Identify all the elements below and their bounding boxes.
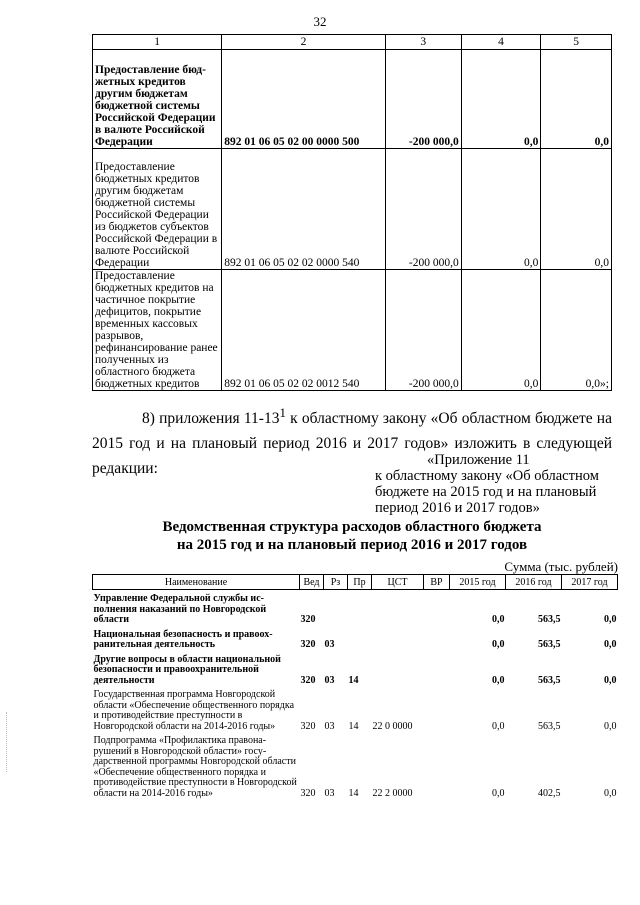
row-2015: 0,0 — [492, 787, 505, 799]
row-cst: 22 0 0000 — [372, 720, 413, 732]
row-2015: 0,0 — [492, 614, 505, 625]
row-2017: 0,0 — [604, 639, 617, 650]
page-number: 32 — [313, 14, 327, 29]
row-2017: 0,0 — [604, 787, 617, 799]
row-rz — [324, 590, 348, 626]
table-row — [93, 651, 618, 687]
row-value-4: 0,0 — [461, 50, 541, 149]
column-header-cst: ЦСТ — [372, 575, 424, 590]
row-2015: 0,0 — [492, 639, 505, 650]
credit-table — [92, 34, 612, 391]
column-header-pr: Пр — [348, 575, 372, 590]
row-rz: 03 — [324, 639, 335, 650]
column-header: 4 — [461, 35, 541, 50]
row-2016: 563,5 — [538, 639, 561, 650]
row-value-4: 0,0 — [461, 270, 541, 391]
row-code: 892 01 06 05 02 00 0000 500 — [222, 50, 386, 149]
row-value-5: 0,0»; — [541, 270, 612, 391]
column-header: 2 — [222, 35, 386, 50]
document-title-line-2: на 2015 год и на плановый период 2016 и 2017 годов — [176, 537, 528, 553]
row-name: Предоставление бюджетных кредитов другим бюджетам бюджетной системы Российской Федерации в валюте Российской Федерации — [93, 50, 222, 149]
row-rz: 03 — [324, 674, 335, 686]
column-header-rz: Рз — [324, 575, 348, 590]
row-code: 892 01 06 05 02 02 0012 540 — [222, 270, 386, 391]
row-cst — [372, 590, 424, 626]
paragraph-text: к областному закону «Об областном бюджете на 2015 год и на плановый период 2016 и 2017 годов» изложить в следующей редакции: — [92, 410, 612, 478]
row-2016: 563,5 — [538, 674, 561, 686]
table-row — [93, 50, 612, 149]
row-code: 892 01 06 05 02 02 0000 540 — [222, 149, 386, 270]
row-value-3: -200 000,0 — [385, 270, 461, 391]
row-pr: 14 — [348, 787, 359, 799]
table-row — [93, 626, 618, 651]
row-vr — [424, 626, 450, 651]
row-2016: 402,5 — [538, 787, 561, 799]
row-ved: 320 — [300, 787, 316, 799]
annex-heading — [375, 452, 625, 516]
row-ved: 320 — [300, 720, 316, 732]
row-cst — [372, 626, 424, 651]
expenditure-table — [92, 574, 618, 799]
table-row — [93, 149, 612, 270]
scan-margin-mark — [6, 712, 9, 772]
row-2016: 563,5 — [538, 614, 561, 625]
units-label: Сумма (тыс. рублей) — [504, 559, 618, 574]
row-value-5: 0,0 — [541, 50, 612, 149]
table-header-row — [93, 35, 612, 50]
row-name: Государственная программа Новгородской области «Обеспечение общественного порядка и противодействие преступности в Новгородской области на 2014-2016 годы» — [93, 689, 295, 732]
document-title-line-1: Ведомственная структура расходов областного бюджета — [162, 519, 542, 535]
row-ved: 320 — [300, 639, 316, 650]
row-vr — [424, 732, 450, 799]
annex-title: «Приложение 11 — [427, 452, 530, 468]
row-value-4: 0,0 — [461, 149, 541, 270]
column-header-2017: 2017 год — [562, 575, 618, 590]
row-name: Предоставление бюджетных кредитов на частичное покрытие дефицитов, покрытие временных кассовых разрывов, рефинансирование ранее полученных из областного бюджета бюджетных кредитов — [93, 270, 222, 391]
row-2015: 0,0 — [492, 674, 505, 686]
column-header: 1 — [93, 35, 222, 50]
row-pr — [348, 590, 372, 626]
table-row — [93, 732, 618, 799]
row-name: Предоставление бюджетных кредитов другим бюджетам бюджетной системы Российской Федерации из бюджетов субъектов Российской Федерации в валюте Российской Федерации — [93, 149, 222, 270]
annex-subtitle: к областному закону «Об областном бюджете на 2015 год и на плановый период 2016 и 2017 годов» — [375, 468, 599, 516]
row-2016: 563,5 — [538, 720, 561, 732]
table-header-row — [93, 575, 618, 590]
table-row — [93, 686, 618, 732]
column-header-name: Наименование — [93, 575, 300, 590]
table-row — [93, 270, 612, 391]
row-2017: 0,0 — [604, 674, 617, 686]
column-header-2016: 2016 год — [506, 575, 562, 590]
row-ved: 320 — [300, 614, 316, 625]
row-name: Подпрограмма «Профилактика правонарушений в Новгородской области» государственной программы Новгородской области «Обеспечение общественного порядка и противодействие преступности в Новгородской области на 2014-2016 годы» — [93, 735, 297, 799]
row-name: Национальная безопасность и правоохранительная деятельность — [93, 628, 273, 650]
row-pr — [348, 626, 372, 651]
row-2015: 0,0 — [492, 720, 505, 732]
document-title — [92, 518, 612, 554]
row-name: Управление Федеральной службы исполнения наказаний по Новгородской области — [93, 593, 267, 625]
row-rz: 03 — [324, 787, 335, 799]
row-vr — [424, 651, 450, 687]
paragraph-sup: 1 — [279, 405, 286, 420]
row-name: Другие вопросы в области национальной безопасности и правоохранительной деятельности — [93, 653, 281, 686]
row-value-3: -200 000,0 — [385, 149, 461, 270]
column-header-2015: 2015 год — [450, 575, 506, 590]
row-value-3: -200 000,0 — [385, 50, 461, 149]
table-row — [93, 590, 618, 626]
column-header: 5 — [541, 35, 612, 50]
paragraph-lead: 8) приложения 11-13 — [142, 410, 280, 428]
row-cst: 22 2 0000 — [372, 787, 413, 799]
row-pr: 14 — [348, 674, 359, 686]
column-header-ved: Вед — [300, 575, 324, 590]
row-pr: 14 — [348, 720, 359, 732]
row-2017: 0,0 — [604, 614, 617, 625]
row-vr — [424, 590, 450, 626]
row-value-5: 0,0 — [541, 149, 612, 270]
column-header: 3 — [385, 35, 461, 50]
row-rz: 03 — [324, 720, 335, 732]
row-2017: 0,0 — [604, 720, 617, 732]
row-vr — [424, 686, 450, 732]
row-ved: 320 — [300, 674, 316, 686]
column-header-vr: ВР — [424, 575, 450, 590]
row-cst — [372, 651, 424, 687]
